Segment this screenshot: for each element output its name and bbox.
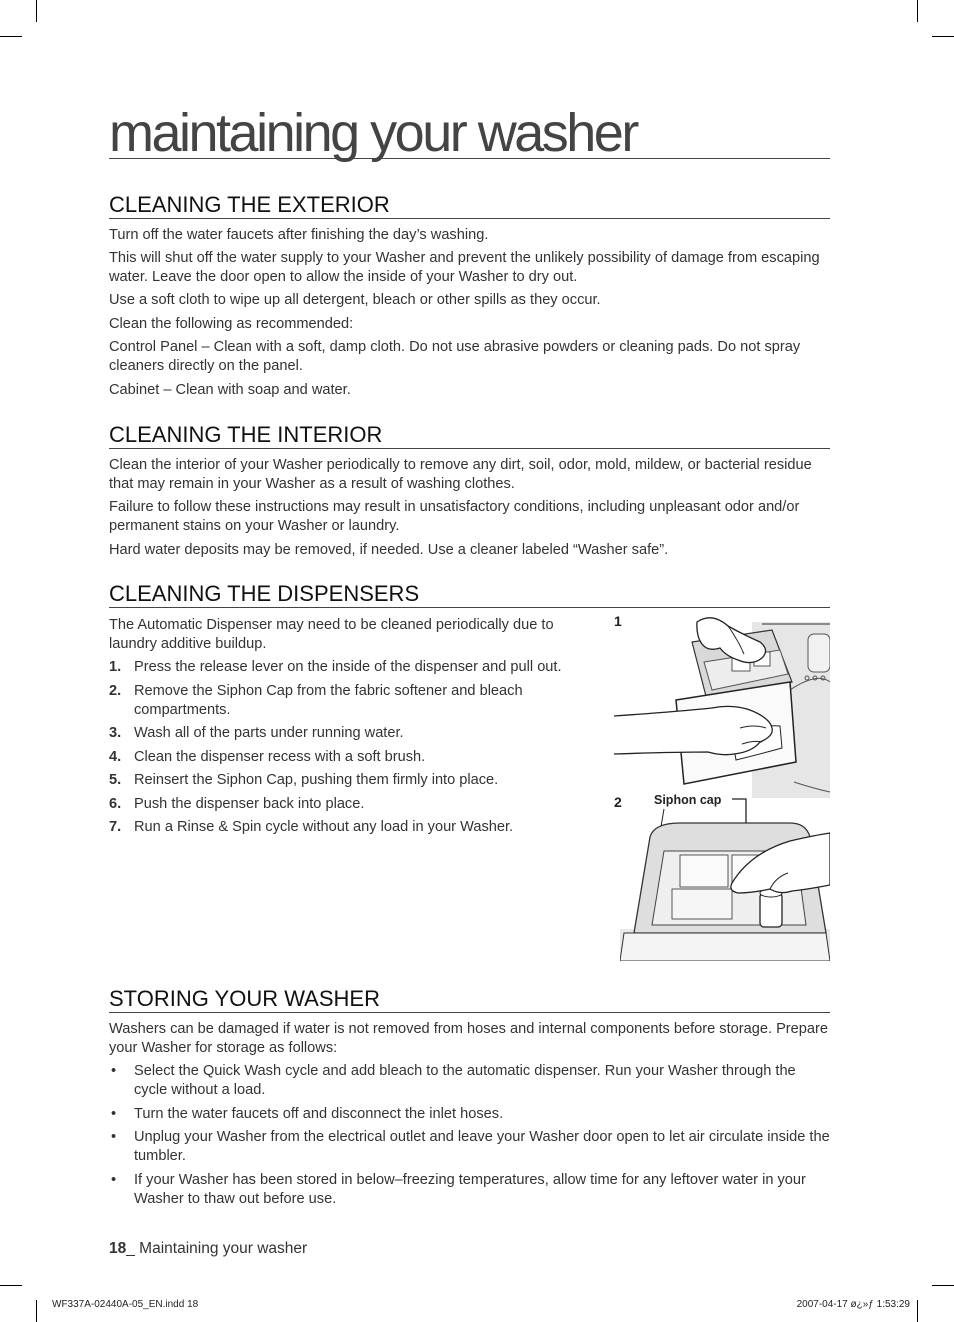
figure-2-number: 2 (614, 794, 622, 810)
print-slug-filename: WF337A-02440A-05_EN.indd 18 (52, 1299, 199, 1310)
bullet-dot: • (111, 1171, 117, 1188)
step-text: Push the dispenser back into place. (134, 795, 365, 812)
interior-paragraph: Clean the interior of your Washer periodically to remove any dirt, soil, odor, mold, mildew, or bacterial residue that may remain in your Washer as a result of washing clothes. (109, 457, 812, 492)
step-number: 7. (109, 819, 122, 835)
crop-mark (0, 36, 22, 37)
crop-mark (0, 1285, 22, 1286)
step-number: 6. (109, 795, 122, 812)
dispenser-pull-out-illustration (612, 612, 830, 798)
step-text: Remove the Siphon Cap from the fabric softener and bleach compartments. (134, 682, 523, 718)
exterior-paragraph: Clean the following as recommended: (109, 316, 354, 332)
exterior-paragraph: Cabinet – Clean with soap and water. (109, 382, 351, 398)
step-text: Wash all of the parts under running water. (134, 725, 404, 741)
page-title: maintaining your washer (109, 103, 830, 159)
step-item (109, 682, 589, 720)
step-item (109, 795, 589, 814)
crop-mark (932, 1285, 954, 1286)
step-number: 5. (109, 772, 122, 788)
section-heading-interior: CLEANING THE INTERIOR (109, 422, 830, 449)
exterior-paragraph: Use a soft cloth to wipe up all detergent, bleach or other spills as they occur. (109, 292, 601, 308)
bullet-dot: • (111, 1063, 117, 1079)
crop-mark (932, 36, 954, 37)
exterior-paragraph: Turn off the water faucets after finishing the day’s washing. (109, 227, 489, 243)
interior-paragraph: Hard water deposits may be removed, if needed. Use a cleaner labeled “Washer safe”. (109, 542, 669, 558)
bullet-text: Unplug your Washer from the electrical outlet and leave your Washer door open to let air circulate inside the tumbler. (134, 1129, 830, 1164)
step-text: Clean the dispenser recess with a soft brush. (134, 748, 426, 765)
crop-mark (36, 1300, 37, 1322)
crop-mark (917, 0, 918, 22)
crop-mark (36, 0, 37, 22)
siphon-cap-removal-illustration (620, 793, 830, 961)
step-text: Run a Rinse & Spin cycle without any load in your Washer. (134, 819, 514, 835)
step-text: Reinsert the Siphon Cap, pushing them firmly into place. (134, 772, 499, 788)
step-number: 2. (109, 682, 122, 699)
bullet-text: Turn the water faucets off and disconnect the inlet hoses. (134, 1105, 504, 1122)
page-footer (109, 1240, 307, 1258)
step-item (109, 658, 589, 677)
bullet-text: Select the Quick Wash cycle and add bleach to the automatic dispenser. Run your Washer through the cycle without a load. (134, 1063, 796, 1098)
section-heading-exterior: CLEANING THE EXTERIOR (109, 192, 830, 219)
bullet-item (109, 1128, 830, 1166)
bullet-dot: • (111, 1105, 117, 1122)
bullet-dot: • (111, 1129, 117, 1145)
siphon-cap-label: Siphon cap (654, 793, 722, 807)
interior-paragraph: Failure to follow these instructions may result in unsatisfactory conditions, including unpleasant odor and/or permanent stains on your Washer or laundry. (109, 499, 800, 534)
figure-1-number: 1 (614, 613, 622, 629)
step-item (109, 771, 589, 790)
step-number: 3. (109, 725, 122, 741)
step-text: Press the release lever on the inside of the dispenser and pull out. (134, 659, 562, 675)
bullet-text: If your Washer has been stored in below–freezing temperatures, allow time for any leftover water in your Washer to thaw out before use. (134, 1171, 806, 1207)
storing-intro: Washers can be damaged if water is not removed from hoses and internal components before storage. Prepare your Washer for storage as follows: (109, 1021, 828, 1056)
dispenser-steps-list (109, 658, 589, 842)
footer-label: _ Maintaining your washer (126, 1240, 308, 1257)
dispensers-intro: The Automatic Dispenser may need to be cleaned periodically due to laundry additive buildup. (109, 617, 554, 652)
section-heading-storing: STORING YOUR WASHER (109, 986, 830, 1013)
exterior-paragraph: Control Panel – Clean with a soft, damp cloth. Do not use abrasive powders or cleaning pads. Do not spray cleaners directly on the panel. (109, 339, 801, 374)
crop-mark (917, 1300, 918, 1322)
step-item (109, 748, 589, 767)
step-number: 1. (109, 659, 122, 675)
section-heading-dispensers: CLEANING THE DISPENSERS (109, 581, 830, 608)
bullet-item (109, 1062, 830, 1100)
print-slug-timestamp: 2007-04-17 ø¿»ƒ 1:53:29 (796, 1299, 910, 1310)
storing-bullet-list (109, 1062, 830, 1213)
step-item (109, 724, 589, 743)
bullet-item (109, 1171, 830, 1209)
step-item (109, 818, 589, 837)
page-number: 18 (109, 1240, 127, 1257)
bullet-item (109, 1105, 830, 1124)
exterior-paragraph: This will shut off the water supply to your Washer and prevent the unlikely possibility of damage from escaping water. Leave the door open to allow the inside of your Washer to dry out. (109, 250, 820, 285)
step-number: 4. (109, 748, 122, 765)
